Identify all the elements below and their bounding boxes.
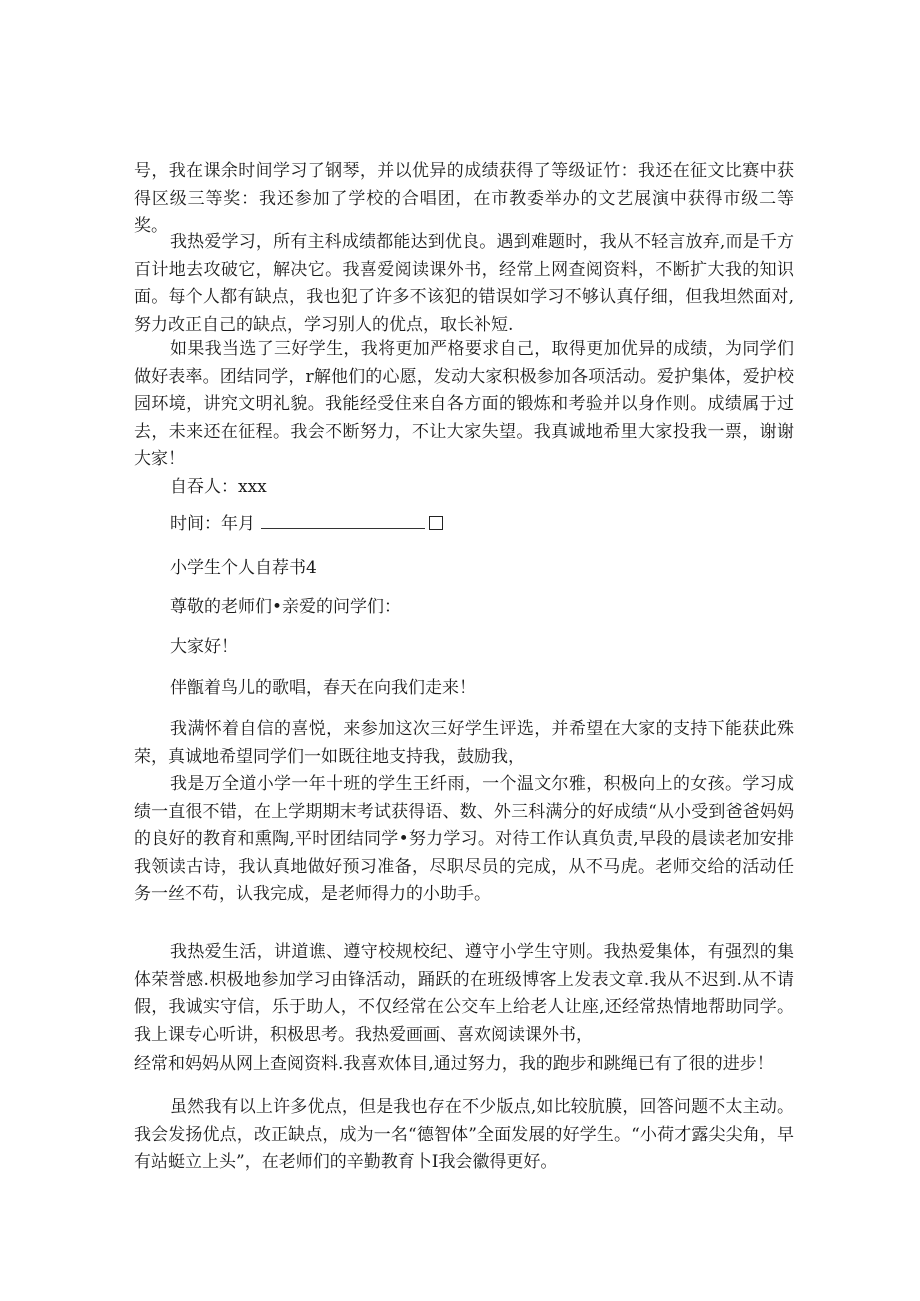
- paragraph-commitment: 如果我当选了三好学生，我将更加严格要求自己，取得更加优异的成绩，为同学们做好表率。团结同学，r解他们的心愿，发动大家积极参加各项活动。爱护集体，爱护校园环境，讲究文明礼貌。我能经受住来自各方面的锻炼和考验并以身作则。成绩属于过去，未来还在征程。我会不断努力，不让大家失望。我真诚地希里大家投我一票，谢谢大家！: [134, 339, 794, 469]
- paragraph-confidence: 我满怀着自信的喜悦，来参加这次三好学生评选，并希望在大家的支持下能获此殊荣，真诚地希望同学们一如既往地支持我，鼓励我，: [134, 719, 794, 767]
- salutation: 尊敬的老师们•亲爱的问学们：: [170, 597, 402, 617]
- paragraph-life: 我热爱生活，讲道谯、遵守校规校纪、遵守小学生守则。我热爱集体，有强烈的集体荣誉感.枳极地参加学习由锋活动，踊跃的在班级博客上发表文章.我从不迟到.从不请假，我诚实守信，乐于助人，不仅经常在公交车上给老人让座,还经常热情地帮助同学。我上课专心听讲，积极思考。我热爱画画、喜欢阅读课外书，: [134, 942, 794, 1045]
- time-line: [170, 511, 443, 539]
- time-label: 时间：年月: [170, 514, 255, 534]
- greeting: 大家好！: [170, 637, 238, 657]
- paragraph-awards: 号，我在课余时间学习了钢琴，并以优异的成绩获得了等级证竹：我还在征文比赛中获得区级三等奖：我还参加了学校的合唱团，在市教委举办的文艺展演中获得市级二等奖。: [134, 161, 794, 236]
- paragraph-progress: 经常和妈妈从网上查阅资料.我喜欢体目,通过努力，我的跑步和跳绳已有了很的进步！: [134, 1054, 774, 1074]
- checkbox-glyph: [429, 516, 443, 530]
- section-title: 小学生个人自荐书4: [170, 558, 317, 578]
- paragraph-conclusion: 虽然我有以上许多优点，但是我也存在不少版点,如比较肮膜，回答问题不太主动。我会发扬优点，改正缺点，成为一名“德智体”全面发展的好学生。“小荷才露尖尖角，早有站蜓立上头”，在老师们的辛勤教育卜I我会徽得更好。: [134, 1097, 794, 1172]
- date-blank-underline: [261, 512, 425, 529]
- paragraph-introduction: 我是万全道小学一年十班的学生王纤雨，一个温文尔雅，积极向上的女孩。学习成绩一直很不错，在上学期期末考试获得语、数、外三科满分的好成绩“从小受到爸爸妈妈的良好的教育和熏陶,平时团结同学•努力学习。对待工作认真负责,早段的晨读老加安排我领读古诗，我认真地做好预习准备，尽职尽员的完成，从不马虎。老师交给的活动任务一丝不苟，认我完成，是老师得力的小助手。: [134, 774, 794, 904]
- paragraph-spring: 伴甑着鸟儿的歌唱，春天在向我们走来！: [170, 678, 476, 698]
- author-line: 自吞人：xxx: [170, 477, 267, 497]
- paragraph-study: 我热爱学习，所有主科成绩都能达到优良。遇到难题时，我从不轻言放弃,而是千方百计地去攻破它，解决它。我喜爱阅读课外书，经常上网查阅资料，不断扩大我的知识面。每个人都有缺点，我也犯了许多不该犯的错误如学习不够认真仔细，但我坦然面对,努力改正自己的缺点，学习别人的优点，取长补短.: [134, 232, 794, 335]
